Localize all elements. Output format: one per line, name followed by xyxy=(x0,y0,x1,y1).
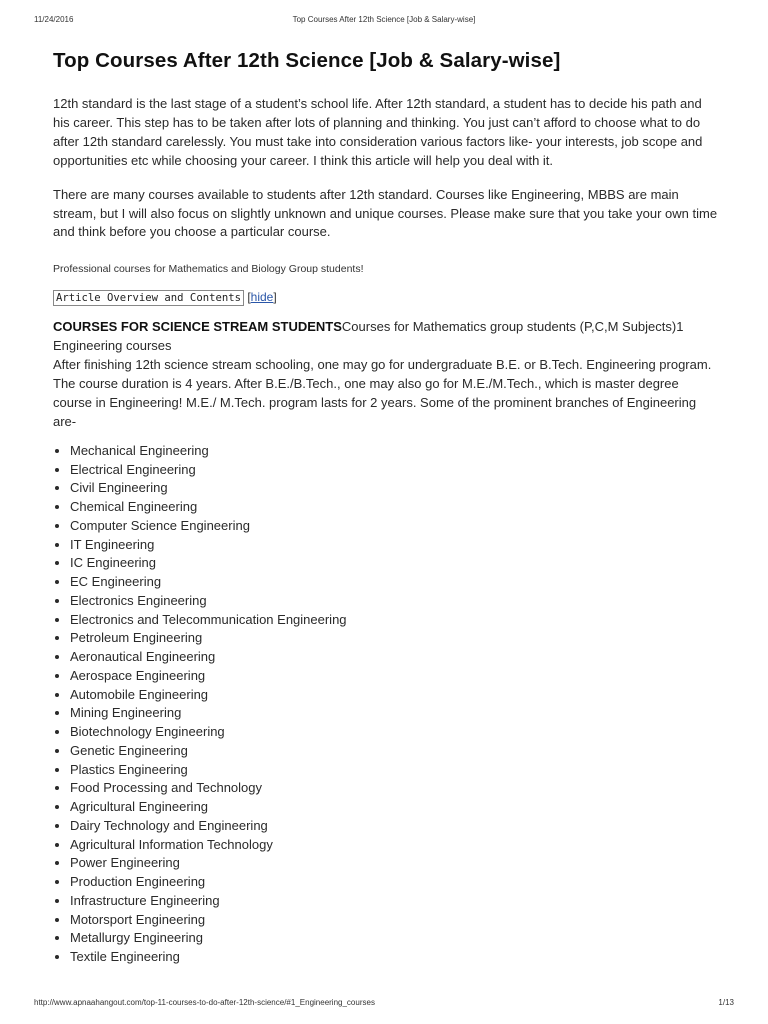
list-item: • Plastics Engineering xyxy=(70,761,718,780)
list-item: • IC Engineering xyxy=(70,554,718,573)
section-intro: Courses for Mathematics group students (P,C,M Subjects)1 Engineering courses xyxy=(53,319,684,354)
page-url: http://www.apnaahangout.com/top-11-courses-to-do-after-12th-science/#1_Engineering_courses xyxy=(34,998,375,1007)
engineering-paragraph: After finishing 12th science stream schooling, one may go for undergraduate B.E. or B.Tech. Engineering program. The course duration is 4 years. After B.E./B.Tech., one may also go for M.E./M.Tech., which is master degree course in Engineering! M.E./ M.Tech. program lasts for 2 years. Some of the prominent branches of Engineering are- xyxy=(53,357,712,429)
list-item: • Petroleum Engineering xyxy=(70,629,718,648)
list-item: • Computer Science Engineering xyxy=(70,517,718,536)
list-item: • Infrastructure Engineering xyxy=(70,892,718,911)
list-item: • Production Engineering xyxy=(70,873,718,892)
list-item: • IT Engineering xyxy=(70,536,718,555)
list-item: • Electronics and Telecommunication Engineering xyxy=(70,611,718,630)
list-item: • Electrical Engineering xyxy=(70,461,718,480)
toc-hide-link[interactable]: hide xyxy=(250,290,274,305)
science-section xyxy=(53,318,718,431)
article-heading: Top Courses After 12th Science [Job & Salary-wise] xyxy=(53,49,561,72)
print-page-title: Top Courses After 12th Science [Job & Salary-wise] xyxy=(292,15,476,24)
list-item: • Agricultural Engineering xyxy=(70,798,718,817)
print-header xyxy=(34,15,734,27)
list-item: • Automobile Engineering xyxy=(70,686,718,705)
list-item: • Textile Engineering xyxy=(70,948,718,967)
toc-open-bracket: [ xyxy=(247,290,251,305)
article xyxy=(53,46,718,967)
list-item: • EC Engineering xyxy=(70,573,718,592)
list-item: • Motorsport Engineering xyxy=(70,911,718,930)
list-item: • Chemical Engineering xyxy=(70,498,718,517)
toc-close-bracket: ] xyxy=(273,290,277,305)
list-item: • Biotechnology Engineering xyxy=(70,723,718,742)
list-item: • Power Engineering xyxy=(70,854,718,873)
list-item: • Mining Engineering xyxy=(70,704,718,723)
page-number: 1/13 xyxy=(718,998,734,1007)
list-item: • Food Processing and Technology xyxy=(70,779,718,798)
list-item: • Aeronautical Engineering xyxy=(70,648,718,667)
section-heading: COURSES FOR SCIENCE STREAM STUDENTS xyxy=(53,319,342,335)
print-date: 11/24/2016 xyxy=(34,15,74,24)
list-item: • Metallurgy Engineering xyxy=(70,929,718,948)
list-item: • Electronics Engineering xyxy=(70,592,718,611)
list-item: • Civil Engineering xyxy=(70,479,718,498)
professional-courses-note: Professional courses for Mathematics and Biology Group students! xyxy=(53,263,364,276)
print-footer xyxy=(34,998,734,1010)
list-item: • Aerospace Engineering xyxy=(70,667,718,686)
list-item: • Dairy Technology and Engineering xyxy=(70,817,718,836)
toc-title: Article Overview and Contents xyxy=(53,290,244,306)
intro-paragraph: 12th standard is the last stage of a student’s school life. After 12th standard, a student has to decide his path and his career. This step has to be taken after lots of planning and thinking. You just can’t afford to choose what to do after 12th standard carelessly. You must take into consideration various factors like- your interests, job scope and opportunities etc while choosing your career. I think this article will help you deal with it. xyxy=(53,96,703,168)
courses-paragraph: There are many courses available to students after 12th standard. Courses like Engineering, MBBS are main stream, but I will also focus on slightly unknown and unique courses. Please make sure that you take your own time and think before you choose a particular course. xyxy=(53,186,718,240)
engineering-branch-list xyxy=(53,442,718,967)
list-item: • Agricultural Information Technology xyxy=(70,836,718,855)
table-of-contents xyxy=(53,289,718,306)
list-item: • Mechanical Engineering xyxy=(70,442,718,461)
list-item: • Genetic Engineering xyxy=(70,742,718,761)
